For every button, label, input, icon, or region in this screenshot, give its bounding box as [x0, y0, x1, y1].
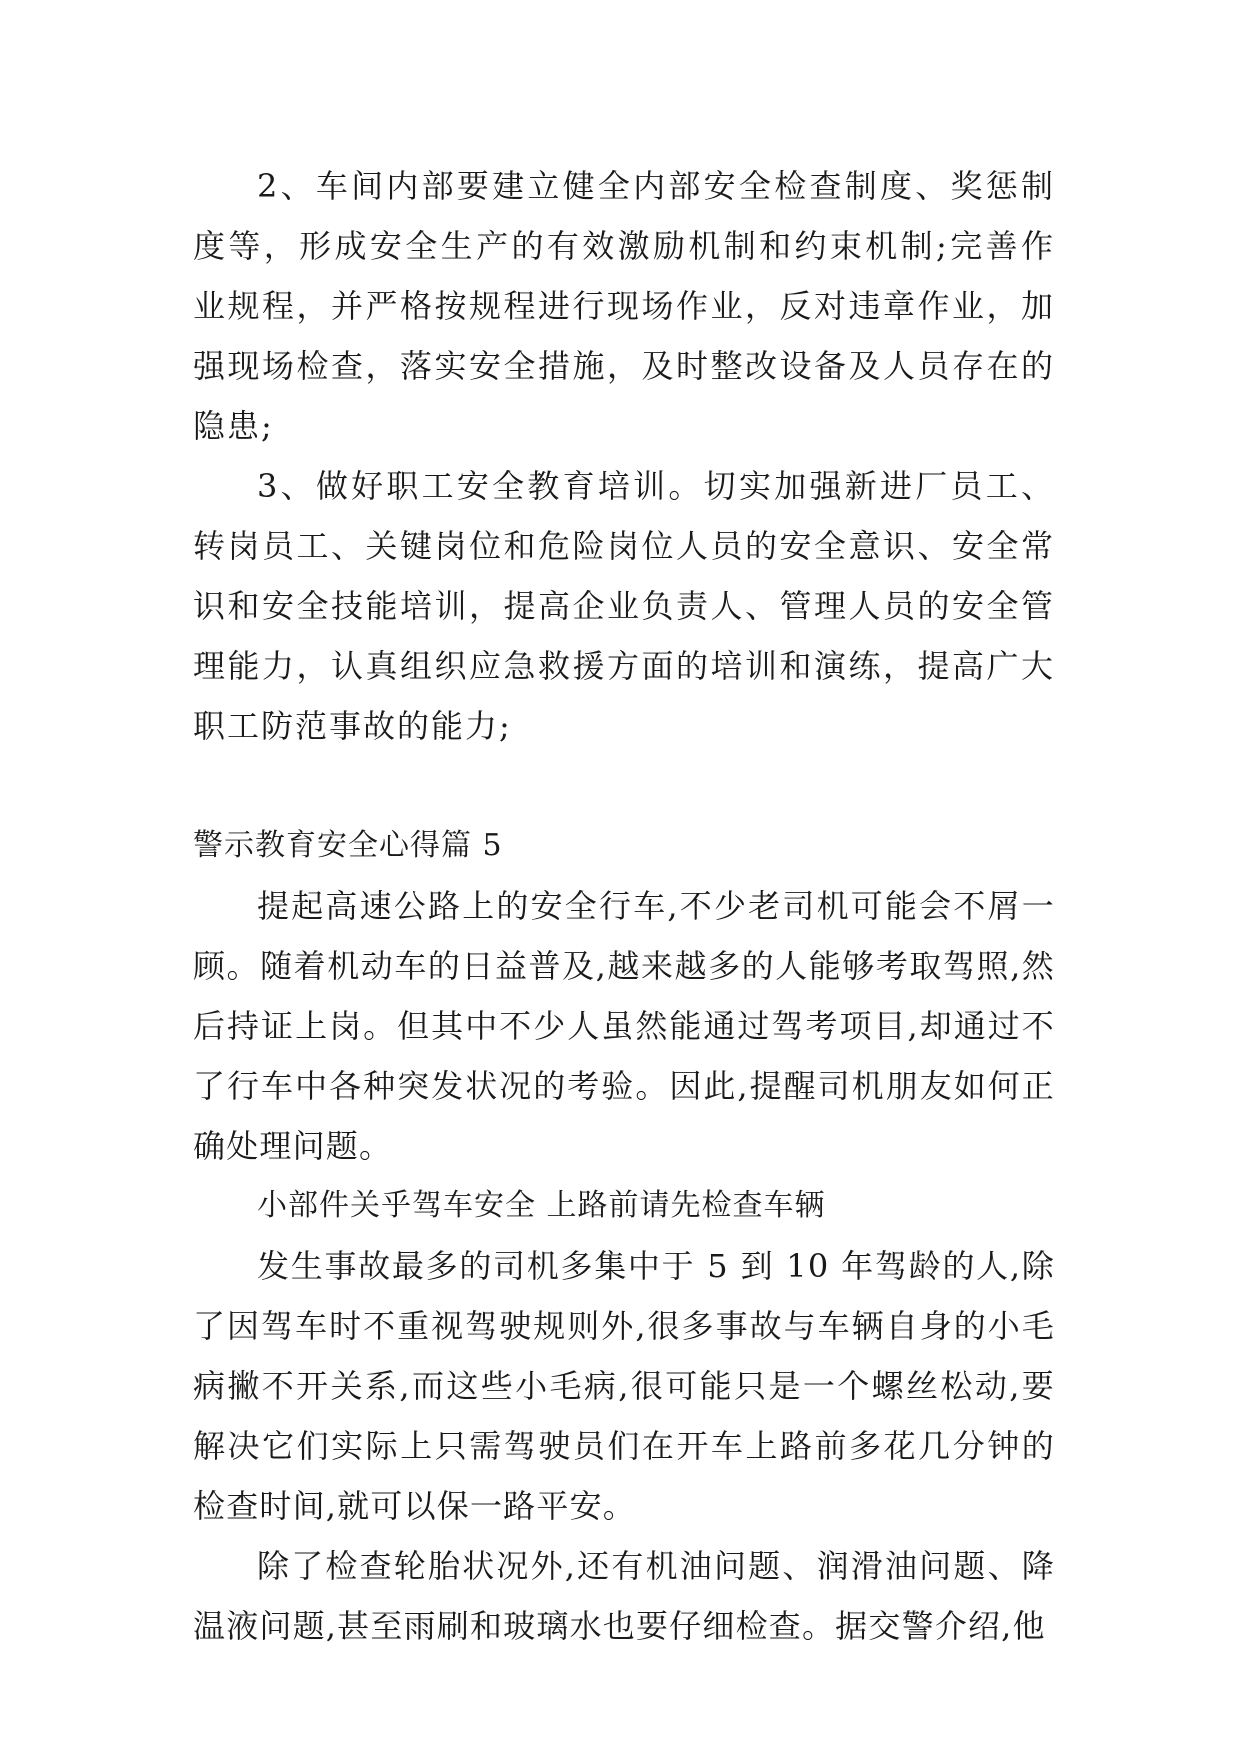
section-intro-paragraph: 提起高速公路上的安全行车,不少老司机可能会不屑一顾。随着机动车的日益普及,越来越多的人能够考取驾照,然后持证上岗。但其中不少人虽然能通过驾考项目,却通过不了行车中各种突发状况的考验。因此,提醒司机朋友如何正确处理问题。 — [193, 887, 1055, 1165]
paragraph-item-3: 3、做好职工安全教育培训。切实加强新进厂员工、转岗员工、关键岗位和危险岗位人员的安全意识、安全常识和安全技能培训，提高企业负责人、管理人员的安全管理能力，认真组织应急救援方面的培训和演练，提高广大职工防范事故的能力; — [193, 467, 1055, 745]
paragraph-item-2: 2、车间内部要建立健全内部安全检查制度、奖惩制度等，形成安全生产的有效激励机制和约束机制;完善作业规程，并严格按规程进行现场作业，反对违章作业，加强现场检查，落实安全措施，及时整改设备及人员存在的隐患; — [193, 167, 1055, 445]
section-title: 警示教育安全心得篇 5 — [193, 828, 503, 863]
subheading: 小部件关乎驾车安全 上路前请先检查车辆 — [257, 1188, 826, 1223]
paragraph-accident-stats: 发生事故最多的司机多集中于 5 到 10 年驾龄的人,除了因驾车时不重视驾驶规则外,很多事故与车辆自身的小毛病撇不开关系,而这些小毛病,很可能只是一个螺丝松动,要解决它们实际上只需驾驶员们在开车上路前多花几分钟的检查时间,就可以保一路平安。 — [193, 1247, 1055, 1525]
paragraph-vehicle-checks: 除了检查轮胎状况外,还有机油问题、润滑油问题、降温液问题,甚至雨刷和玻璃水也要仔细检查。据交警介绍,他 — [193, 1547, 1055, 1645]
document-body — [193, 156, 1055, 1656]
section-spacer — [193, 756, 1055, 816]
